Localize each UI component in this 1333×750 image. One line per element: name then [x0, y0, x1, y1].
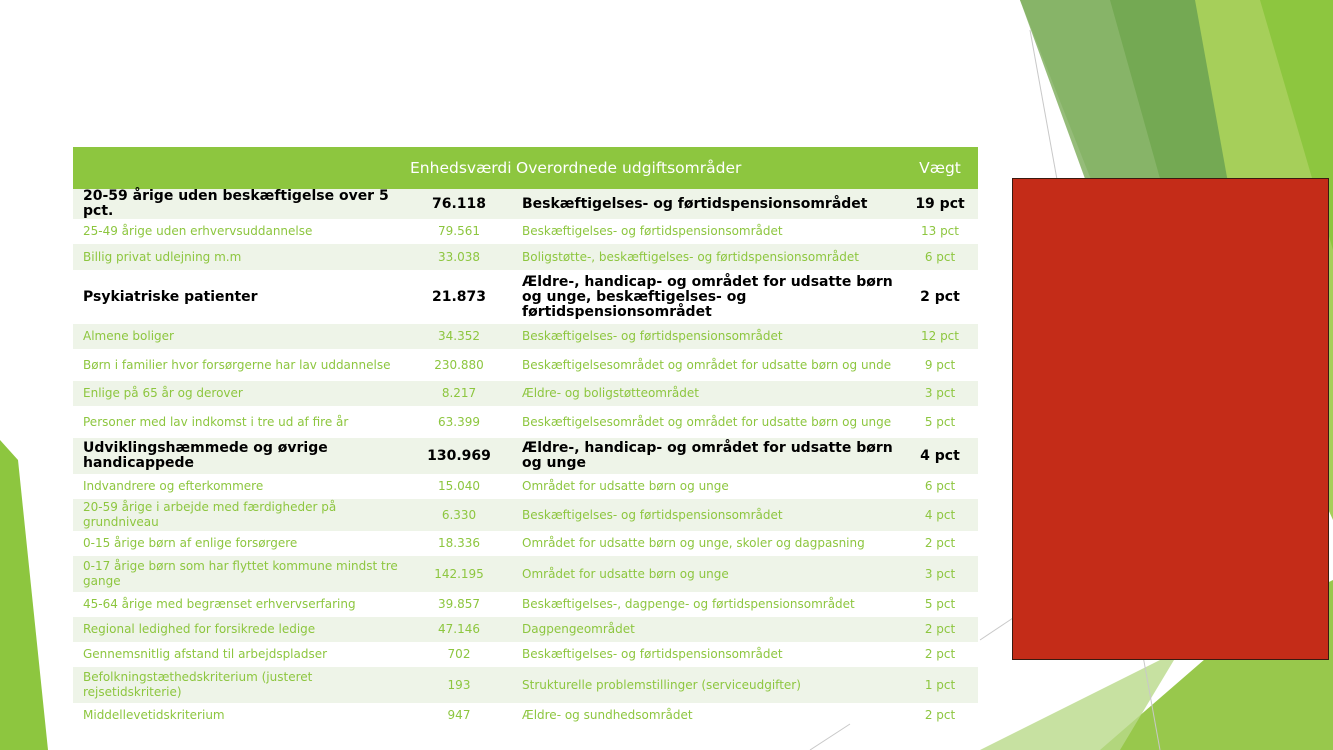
weight-cell: 4 pct	[902, 499, 978, 531]
table-header-row	[73, 147, 978, 189]
table-row	[73, 499, 978, 531]
value-cell: 18.336	[438, 536, 480, 550]
criterion-cell: Almene boliger	[73, 324, 406, 349]
value-cell: 39.857	[438, 597, 480, 611]
weight-cell: 3 pct	[902, 381, 978, 406]
weight-cell: 2 pct	[902, 617, 978, 642]
value-cell: 33.038	[406, 244, 512, 270]
area-cell: Beskæftigelses- og førtidspensionsområdet	[522, 224, 783, 238]
criterion-cell: Middellevetidskriterium	[83, 708, 225, 722]
weight-cell: 2 pct	[924, 536, 956, 550]
weight-cell: 5 pct	[924, 597, 956, 611]
area-cell: Området for udsatte børn og unge	[522, 479, 729, 493]
criterion-cell: Regional ledighed for forsikrede ledige	[73, 617, 406, 642]
header-criterion	[73, 147, 406, 189]
table-row	[73, 438, 978, 474]
value-cell: 21.873	[431, 288, 487, 305]
table-row	[73, 219, 978, 244]
table-row	[73, 617, 978, 642]
area-cell: Ældre-, handicap- og området for udsatte børn og unge, beskæftigelses- og førtidspensionsområdet	[522, 273, 893, 320]
value-cell: 47.146	[406, 617, 512, 642]
value-cell: 130.969	[406, 438, 512, 474]
criterion-cell: 20-59 årige i arbejde med færdigheder på grundniveau	[73, 499, 406, 531]
weight-cell: 3 pct	[902, 556, 978, 592]
area-cell: Beskæftigelsesområdet og området for udsatte børn og unde	[522, 357, 892, 372]
weight-cell: 6 pct	[902, 244, 978, 270]
area-cell: Strukturelle problemstillinger (serviceudgifter)	[512, 667, 902, 703]
table-row	[73, 324, 978, 349]
criterion-cell: 20-59 årige uden beskæftigelse over 5 pct.	[73, 189, 406, 219]
weight-cell: 2 pct	[920, 288, 960, 305]
table-row	[73, 592, 978, 617]
criterion-cell: Befolkningstæthedskriterium (justeret rejsetidskriterie)	[73, 667, 406, 703]
value-cell: 142.195	[406, 556, 512, 592]
table-row	[73, 531, 978, 556]
area-cell: Boligstøtte-, beskæftigelses- og førtidspensionsområdet	[512, 244, 902, 270]
table-row	[73, 349, 978, 381]
value-cell: 79.561	[438, 224, 480, 238]
weight-cell: 2 pct	[924, 647, 956, 661]
area-cell: Beskæftigelses- og førtidspensionsområdet	[512, 324, 902, 349]
weight-cell: 19 pct	[902, 189, 978, 219]
criterion-cell: Gennemsnitlig afstand til arbejdspladser	[83, 647, 328, 661]
header-weight: Vægt	[902, 147, 978, 189]
decor-line-2	[980, 618, 1013, 640]
criterion-cell: Psykiatriske patienter	[83, 288, 258, 305]
left-decor	[0, 440, 48, 750]
red-box	[1012, 178, 1329, 660]
table-row	[73, 406, 978, 438]
area-cell: Området for udsatte børn og unge, skoler og dagpasning	[522, 536, 865, 550]
table-row	[73, 244, 978, 270]
table-row	[73, 270, 978, 324]
area-cell: Dagpengeområdet	[512, 617, 902, 642]
weight-cell: 1 pct	[902, 667, 978, 703]
value-cell: 76.118	[406, 189, 512, 219]
criterion-cell: Indvandrere og efterkommere	[83, 479, 264, 493]
area-cell: Beskæftigelses- og førtidspensionsområdet	[512, 499, 902, 531]
value-cell: 8.217	[406, 381, 512, 406]
value-cell: 63.399	[438, 414, 480, 429]
area-cell: Beskæftigelses- og førtidspensionsområdet	[522, 647, 783, 661]
criterion-cell: Udviklingshæmmede og øvrige handicappede	[73, 438, 406, 474]
weight-cell: 6 pct	[924, 479, 956, 493]
weight-cell: 2 pct	[924, 708, 956, 722]
weight-cell: 4 pct	[902, 438, 978, 474]
area-cell: Ældre- og sundhedsområdet	[522, 708, 693, 722]
table-row	[73, 642, 978, 667]
value-cell: 947	[447, 708, 471, 722]
weight-cell: 13 pct	[920, 224, 959, 238]
table-row	[73, 474, 978, 499]
table-row	[73, 189, 978, 219]
area-cell: Beskæftigelses-, dagpenge- og førtidspensionsområdet	[522, 597, 855, 611]
criterion-cell: 0-17 årige børn som har flyttet kommune mindst tre gange	[73, 556, 406, 592]
value-cell: 702	[447, 647, 471, 661]
area-cell: Ældre-, handicap- og området for udsatte børn og unge	[512, 438, 902, 474]
criterion-cell: Billig privat udlejning m.m	[73, 244, 406, 270]
value-cell: 6.330	[406, 499, 512, 531]
area-cell: Området for udsatte børn og unge	[512, 556, 902, 592]
table-row	[73, 667, 978, 703]
criterion-cell: 25-49 årige uden erhvervsuddannelse	[83, 224, 313, 238]
criterion-cell: Enlige på 65 år og derover	[73, 381, 406, 406]
weight-cell: 12 pct	[902, 324, 978, 349]
criterion-cell: 45-64 årige med begrænset erhvervserfaring	[83, 597, 356, 611]
header-area: Overordnede udgiftsområder	[512, 147, 902, 189]
value-cell: 15.040	[438, 479, 480, 493]
weight-cell: 9 pct	[924, 357, 956, 372]
criterion-cell: 0-15 årige børn af enlige forsørgere	[83, 536, 298, 550]
area-cell: Beskæftigelses- og førtidspensionsområdet	[512, 189, 902, 219]
criterion-cell: Børn i familier hvor forsørgerne har lav uddannelse	[83, 357, 391, 372]
value-cell: 34.352	[406, 324, 512, 349]
criteria-table	[73, 147, 978, 728]
value-cell: 193	[406, 667, 512, 703]
header-value: Enhedsværdi	[406, 147, 512, 189]
criterion-cell: Personer med lav indkomst i tre ud af fire år	[83, 414, 349, 429]
table-row	[73, 703, 978, 728]
table-row	[73, 381, 978, 406]
table-row	[73, 556, 978, 592]
area-cell: Ældre- og boligstøtteområdet	[512, 381, 902, 406]
weight-cell: 5 pct	[924, 414, 956, 429]
value-cell: 230.880	[434, 357, 484, 372]
area-cell: Beskæftigelsesområdet og området for udsatte børn og unge	[522, 414, 892, 429]
